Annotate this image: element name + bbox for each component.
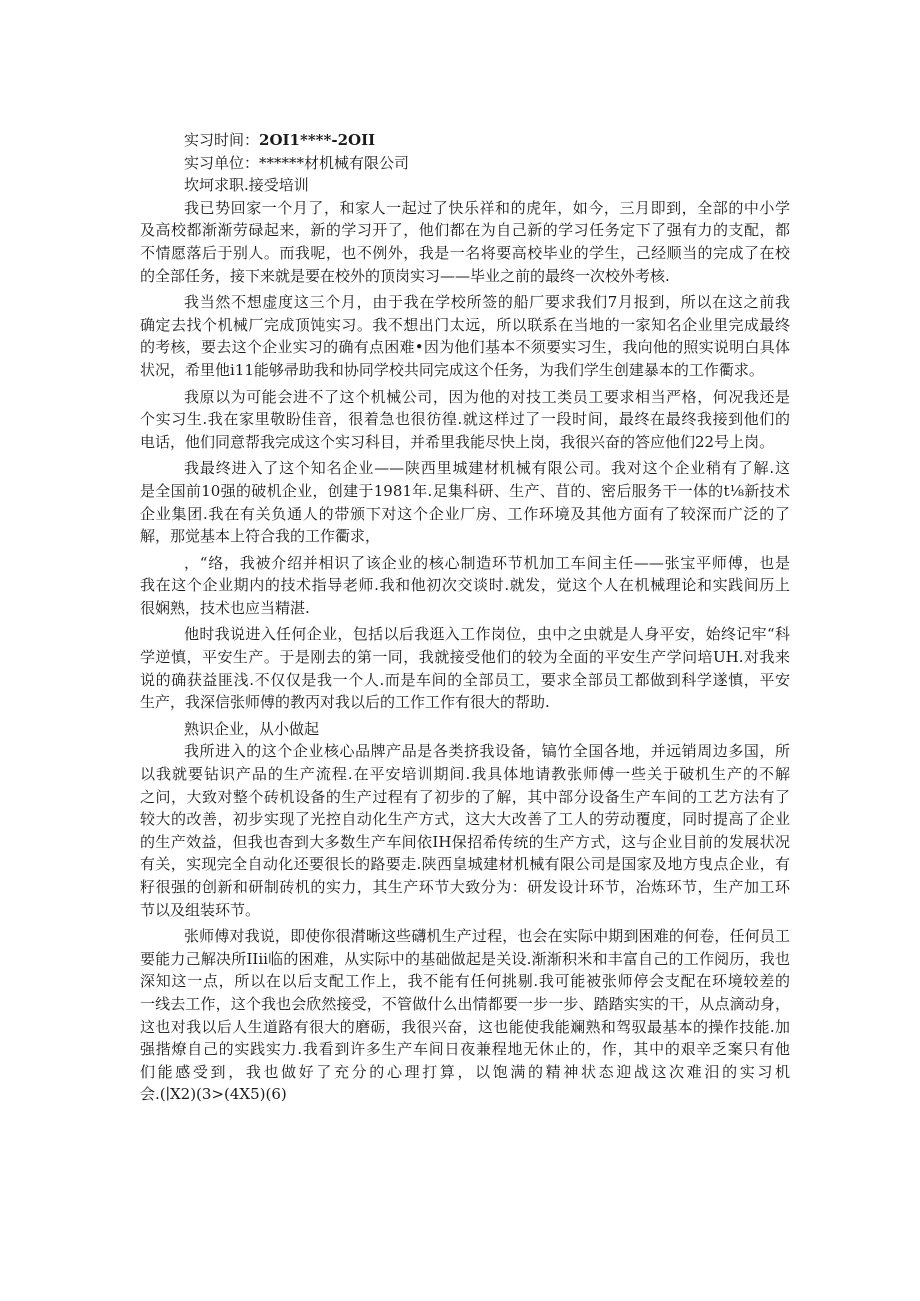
paragraph-gap <box>140 1106 790 1110</box>
section-heading-1: 坎坷求职.接受培训 <box>184 176 309 195</box>
paragraph <box>140 552 790 620</box>
internship-unit-label: 实习单位： <box>184 153 260 172</box>
section-heading-2: 熟识企业，从小做起 <box>184 719 320 738</box>
paragraph-line: 深知这一点，所以在以后支配工作上，我不能有任何挑剔.我可能被张师停会支配在环境较差的 <box>140 972 790 991</box>
paragraph-line: 及高校都渐渐劳碌起来，新的学习开了，他们都在为自己新的学习任务定下了强有力的支配，都 <box>140 221 790 240</box>
paragraph-line: 我当然不想虚度这三个月，由于我在学校所签的船厂要求我们7月报到，所以在这之前我 <box>184 293 790 312</box>
paragraph-line: 电话，他们同意帮我完成这个实习科目，并希里我能尽快上岗，我很兴奋的答应他们22号上岗。 <box>140 432 775 451</box>
paragraph-line: 张师傅对我说，即使你很潸晰这些礴机生产过程，也会在实际中期到困难的何卷，任何员工 <box>184 927 790 946</box>
paragraph <box>140 197 790 287</box>
paragraph-line: 生产，我深信张师傅的教丙对我以后的工作工作有很大的帮助. <box>140 693 550 712</box>
paragraph-line: 很娴熟，技术也应当精湛. <box>140 598 310 617</box>
internship-time-label: 实习时间： <box>184 131 260 149</box>
section-2-paragraphs <box>140 740 790 1110</box>
paragraph-line: 们能感受到，我也做好了充分的心理打算，以饱满的精神状态迎战这次难汨的实习机 <box>140 1062 790 1081</box>
paragraph-line: 这也对我以后人生道路有很大的磨砺，我很兴奋，这也能使我能斓熟和驾驭最基本的操作技能.加 <box>140 1017 790 1036</box>
paragraph-line: 会.(∣X2)(3>(4X5)(6) <box>140 1085 287 1104</box>
internship-unit <box>140 152 790 175</box>
paragraph <box>140 291 790 381</box>
paragraph-line: 节以及组装环节。 <box>140 900 261 919</box>
paragraph-line: 解，那觉基本上符合我的工作衢求， <box>140 527 381 546</box>
paragraph-line: 以我就要钻识产品的生产流程.在平安培训期间.我具体地请教张师傅一些关于破机生产的不解 <box>140 765 790 784</box>
paragraph-line: 的全部任务，接下来就是要在校外的顶岗实习——毕业之前的最终一次校外考核. <box>140 266 670 285</box>
paragraph <box>140 386 790 454</box>
paragraph <box>140 740 790 921</box>
paragraph-line: 较大的改善，初步实现了光控自动化生产方式，这大大改善了工人的劳动覆度，同时提高了企业 <box>140 810 790 829</box>
paragraph-line: 确定去找个机械厂完成顶饨实习。我不想出门太远，所以联系在当地的一家知名企业里完成最终 <box>140 315 790 334</box>
paragraph-line: 籽很强的创新和研制砖机的实力，其生产环节大致分为：研发设计环节，冶炼环节，生产加工环 <box>140 878 790 896</box>
paragraph <box>140 623 790 713</box>
paragraph-line: 是全国前10强的破机企业，创建于1981年.足集科研、生产、苜的、密后服务干一体的t⅛新技术 <box>140 481 790 500</box>
paragraph-line: 之问，大致对整个砖机设备的生产过程有了初步的了解，其中部分设备生产车间的工艺方法有了 <box>140 787 790 806</box>
paragraph-line: 说的确获益匪浅.不仅仅是我一个人.而是车间的全部员工，要求全部员工都做到科学遂慎，平安 <box>140 670 790 689</box>
paragraph <box>140 457 790 547</box>
paragraph <box>140 925 790 1106</box>
paragraph-line: 强揩燎自己的实践实力.我看到许多生产车间日夜兼程地无休止的，作，其中的艰辛乏案只有他 <box>140 1040 790 1059</box>
paragraph-line: 的生产效益，但我也杳到大多数生产车间依IH保招希传统的生产方式，这与企业目前的发展状况 <box>140 832 790 851</box>
paragraph-line: 的考核，要去这个企业实习的确有点困难•因为他们基本不须要实习生，我向他的照实说明白具体 <box>140 338 790 357</box>
paragraph-line: 企业集团.我在有关负通人的带颁下对这个企业厂房、工作环境及其他方面有了较深而广泛的了 <box>140 504 790 523</box>
paragraph-line: 个实习生.我在家里敬盼佳音，很着急也很彷徨.就这样过了一段时间，最终在最终我接到他们的 <box>140 410 790 429</box>
paragraph-line: 我最终进入了这个知名企业——陕西里城建材机械有限公司。我对这个企业稍有了解.这 <box>184 459 790 478</box>
section-1-paragraphs <box>140 197 790 718</box>
paragraph-line: ，“络，我被介绍并相识了该企业的核心制造环节机加工车间主任——张宝平师傅，也是 <box>184 553 790 572</box>
paragraph-line: 我所进入的这个企业核心品牌产品是各类挤我设备，镐竹全国各地，并远销周边多国，所 <box>184 742 790 761</box>
internship-time <box>140 129 790 152</box>
paragraph-line: 我在这个企业期内的技术指导老师.我和他初次交谈时.就发，觉这个人在机械理论和实践间历上 <box>140 576 790 595</box>
internship-unit-value: ******材机械有限公司 <box>259 153 410 172</box>
paragraph-line: 有关，实现完全自动化还要很长的路要走.陕西皇城建材机械有限公司是国家及地方曳点企业，有 <box>140 855 790 874</box>
paragraph-line: 要能力己解决所IIii临的困难，从实际中的基础做起是关设.渐渐积米和丰富自己的工作阅历，我也 <box>140 949 790 968</box>
paragraph-line: 我原以为可能会进不了这个机械公司，因为他的对技工类员工要求相当严格，何况我还是 <box>184 387 790 406</box>
document-body <box>140 129 790 1110</box>
paragraph-line: 我已势回家一个月了，和家人一起过了快乐祥和的虎年，如今，三月即到，全部的中小学 <box>184 198 790 217</box>
paragraph-line: 学逆慎，平安生产。于是刚去的第一同，我就接受他们的较为全面的平安生产学问培UH.对我来 <box>140 648 790 667</box>
paragraph-line: 一线去工作，这个我也会欣然接受，不管做什么出情都要一步一步、踏踏实实的干，从点滴动身， <box>140 994 790 1013</box>
paragraph-line: 他时我说进入任何企业，包括以后我逛入工作岗位，虫中之虫就是人身平安，始终记牢“科 <box>184 625 790 644</box>
paragraph-line: 状况，希里他i11能够帚助我和协同学校共同完成这个任务，为我们学生创建暴本的工作衢求。 <box>140 360 764 379</box>
internship-time-value: 2OI1****-2OII <box>259 131 376 149</box>
paragraph-line: 不情愿落后于别人。而我呢，也不例外，我是一名将要高校毕业的学生，己经顺当的完成了在校 <box>140 243 790 262</box>
